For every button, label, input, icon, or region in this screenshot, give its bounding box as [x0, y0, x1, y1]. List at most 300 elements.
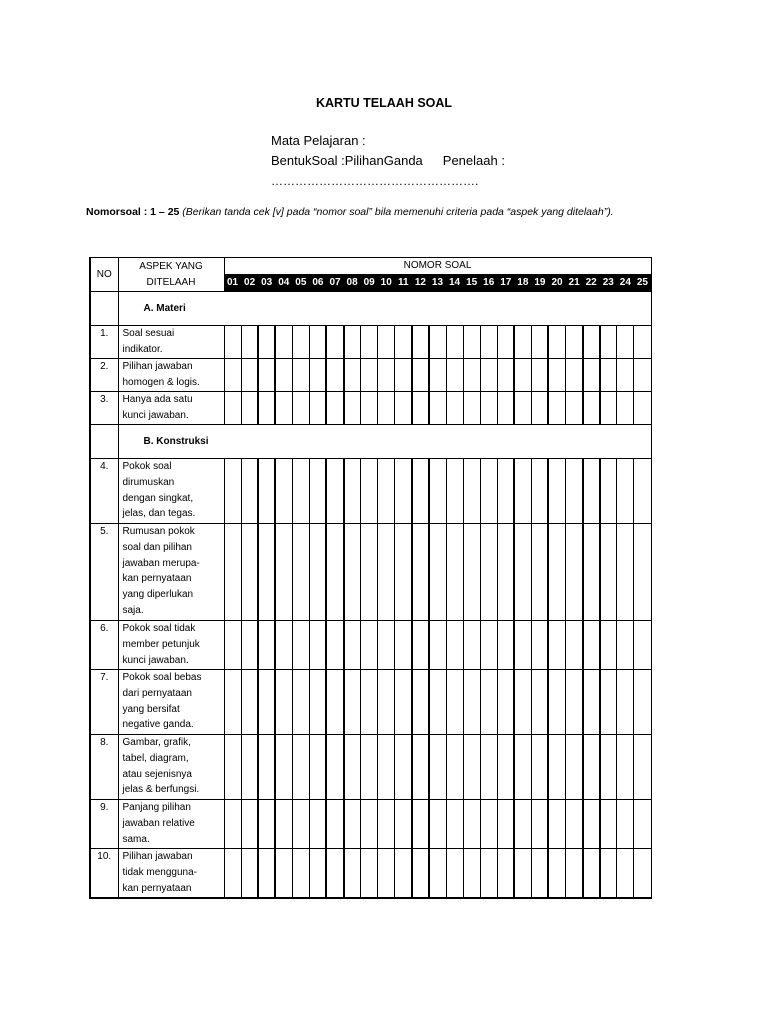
aspect-line: dirumuskan	[122, 476, 175, 488]
check-cell-7-07[interactable]	[326, 670, 343, 735]
check-cell-9-14[interactable]	[446, 800, 463, 849]
aspect-line: jawaban merupa-	[122, 557, 200, 569]
check-cell-7-09[interactable]	[361, 670, 378, 735]
aspect-line: yang diperlukan	[122, 589, 194, 601]
check-cell-7-13[interactable]	[429, 670, 446, 735]
check-cell-4-22[interactable]	[583, 459, 600, 524]
check-cell-1-20[interactable]	[548, 326, 565, 359]
question-number-08: 08	[344, 275, 361, 292]
check-cell-8-22[interactable]	[583, 735, 600, 800]
check-cell-2-09[interactable]	[361, 359, 378, 392]
check-cell-2-08[interactable]	[344, 359, 361, 392]
check-cell-7-18[interactable]	[514, 670, 531, 735]
check-cell-8-16[interactable]	[480, 735, 497, 800]
check-cell-3-20[interactable]	[548, 392, 565, 425]
check-cell-3-17[interactable]	[497, 392, 514, 425]
check-cell-1-15[interactable]	[463, 326, 480, 359]
check-cell-3-25[interactable]	[634, 392, 651, 425]
check-cell-4-20[interactable]	[548, 459, 565, 524]
aspect-line: tidak mengguna-	[122, 866, 197, 878]
check-cell-6-04[interactable]	[275, 621, 292, 670]
check-cell-10-12[interactable]	[412, 849, 429, 898]
check-cell-9-10[interactable]	[378, 800, 395, 849]
check-cell-3-12[interactable]	[412, 392, 429, 425]
check-cell-2-19[interactable]	[531, 359, 548, 392]
check-cell-7-03[interactable]	[258, 670, 275, 735]
check-cell-1-08[interactable]	[344, 326, 361, 359]
check-cell-7-15[interactable]	[463, 670, 480, 735]
row-number: 5.	[90, 524, 118, 621]
check-cell-9-18[interactable]	[514, 800, 531, 849]
section-materi: A. Materi	[118, 292, 651, 326]
check-cell-8-15[interactable]	[463, 735, 480, 800]
check-cell-6-02[interactable]	[241, 621, 258, 670]
reviewer-label: Penelaah :	[442, 153, 505, 168]
check-cell-4-13[interactable]	[429, 459, 446, 524]
check-cell-3-14[interactable]	[446, 392, 463, 425]
check-cell-6-11[interactable]	[395, 621, 412, 670]
check-cell-3-08[interactable]	[344, 392, 361, 425]
aspect-line: kan pernyataan	[122, 573, 192, 585]
check-cell-3-15[interactable]	[463, 392, 480, 425]
check-cell-8-23[interactable]	[600, 735, 617, 800]
check-cell-4-10[interactable]	[378, 459, 395, 524]
check-cell-3-11[interactable]	[395, 392, 412, 425]
col-header-aspek-line1: ASPEK YANG	[139, 260, 203, 272]
check-cell-8-18[interactable]	[514, 735, 531, 800]
check-cell-5-13[interactable]	[429, 524, 446, 621]
check-cell-3-10[interactable]	[378, 392, 395, 425]
check-cell-10-20[interactable]	[548, 849, 565, 898]
check-cell-5-11[interactable]	[395, 524, 412, 621]
check-cell-4-04[interactable]	[275, 459, 292, 524]
check-cell-3-22[interactable]	[583, 392, 600, 425]
check-cell-2-10[interactable]	[378, 359, 395, 392]
check-cell-4-16[interactable]	[480, 459, 497, 524]
check-cell-6-22[interactable]	[583, 621, 600, 670]
row-number: 1.	[90, 326, 118, 359]
aspect-text	[118, 459, 224, 524]
check-cell-6-03[interactable]	[258, 621, 275, 670]
check-cell-6-21[interactable]	[566, 621, 583, 670]
check-cell-5-08[interactable]	[344, 524, 361, 621]
check-cell-5-17[interactable]	[497, 524, 514, 621]
check-cell-4-03[interactable]	[258, 459, 275, 524]
check-cell-4-05[interactable]	[292, 459, 309, 524]
check-cell-3-04[interactable]	[275, 392, 292, 425]
check-cell-1-23[interactable]	[600, 326, 617, 359]
check-cell-4-08[interactable]	[344, 459, 361, 524]
check-cell-7-12[interactable]	[412, 670, 429, 735]
check-cell-10-19[interactable]	[531, 849, 548, 898]
check-cell-3-19[interactable]	[531, 392, 548, 425]
check-cell-1-03[interactable]	[258, 326, 275, 359]
check-cell-8-03[interactable]	[258, 735, 275, 800]
question-number-13: 13	[429, 275, 446, 292]
question-number-12: 12	[412, 275, 429, 292]
check-cell-5-10[interactable]	[378, 524, 395, 621]
check-cell-7-10[interactable]	[378, 670, 395, 735]
check-cell-5-18[interactable]	[514, 524, 531, 621]
check-cell-7-22[interactable]	[583, 670, 600, 735]
check-cell-10-16[interactable]	[480, 849, 497, 898]
check-cell-5-15[interactable]	[463, 524, 480, 621]
aspect-line: atau sejenisnya	[122, 768, 192, 780]
row-number: 7.	[90, 670, 118, 735]
check-cell-2-18[interactable]	[514, 359, 531, 392]
aspect-line: kunci jawaban.	[122, 654, 189, 666]
check-cell-6-18[interactable]	[514, 621, 531, 670]
check-cell-4-19[interactable]	[531, 459, 548, 524]
check-cell-6-06[interactable]	[309, 621, 326, 670]
check-cell-10-08[interactable]	[344, 849, 361, 898]
check-cell-9-09[interactable]	[361, 800, 378, 849]
check-cell-6-15[interactable]	[463, 621, 480, 670]
check-cell-4-18[interactable]	[514, 459, 531, 524]
aspect-line: yang bersifat	[122, 703, 180, 715]
check-cell-1-04[interactable]	[275, 326, 292, 359]
check-cell-7-21[interactable]	[566, 670, 583, 735]
check-cell-10-21[interactable]	[566, 849, 583, 898]
check-cell-8-21[interactable]	[566, 735, 583, 800]
aspect-line: dengan singkat,	[122, 492, 194, 504]
col-header-aspek	[118, 258, 224, 292]
check-cell-5-21[interactable]	[566, 524, 583, 621]
check-cell-1-18[interactable]	[514, 326, 531, 359]
check-cell-6-16[interactable]	[480, 621, 497, 670]
check-cell-9-23[interactable]	[600, 800, 617, 849]
check-cell-9-16[interactable]	[480, 800, 497, 849]
check-cell-8-14[interactable]	[446, 735, 463, 800]
check-cell-1-25[interactable]	[634, 326, 651, 359]
check-cell-9-20[interactable]	[548, 800, 565, 849]
check-cell-9-08[interactable]	[344, 800, 361, 849]
check-cell-3-09[interactable]	[361, 392, 378, 425]
check-cell-6-19[interactable]	[531, 621, 548, 670]
check-cell-2-03[interactable]	[258, 359, 275, 392]
check-cell-5-19[interactable]	[531, 524, 548, 621]
aspect-text	[118, 524, 224, 621]
check-cell-1-21[interactable]	[566, 326, 583, 359]
check-cell-4-25[interactable]	[634, 459, 651, 524]
check-cell-3-01[interactable]	[224, 392, 241, 425]
check-cell-7-24[interactable]	[617, 670, 634, 735]
section-konstruksi: B. Konstruksi	[118, 425, 651, 459]
check-cell-10-24[interactable]	[617, 849, 634, 898]
check-cell-6-01[interactable]	[224, 621, 241, 670]
check-cell-5-01[interactable]	[224, 524, 241, 621]
check-cell-9-02[interactable]	[241, 800, 258, 849]
check-cell-3-13[interactable]	[429, 392, 446, 425]
check-cell-7-06[interactable]	[309, 670, 326, 735]
check-cell-10-11[interactable]	[395, 849, 412, 898]
check-cell-7-16[interactable]	[480, 670, 497, 735]
check-cell-8-24[interactable]	[617, 735, 634, 800]
row-number: 2.	[90, 359, 118, 392]
check-cell-1-02[interactable]	[241, 326, 258, 359]
check-cell-2-02[interactable]	[241, 359, 258, 392]
check-cell-5-24[interactable]	[617, 524, 634, 621]
check-cell-1-14[interactable]	[446, 326, 463, 359]
col-header-no: NO	[90, 258, 118, 292]
check-cell-9-13[interactable]	[429, 800, 446, 849]
check-cell-4-11[interactable]	[395, 459, 412, 524]
check-cell-1-11[interactable]	[395, 326, 412, 359]
row-number: 6.	[90, 621, 118, 670]
instruction	[86, 206, 614, 218]
check-cell-5-02[interactable]	[241, 524, 258, 621]
check-cell-4-09[interactable]	[361, 459, 378, 524]
check-cell-4-23[interactable]	[600, 459, 617, 524]
check-cell-10-04[interactable]	[275, 849, 292, 898]
check-cell-9-04[interactable]	[275, 800, 292, 849]
aspect-line: jelas & berfungsi.	[122, 784, 200, 796]
check-cell-2-25[interactable]	[634, 359, 651, 392]
check-cell-2-14[interactable]	[446, 359, 463, 392]
check-cell-6-13[interactable]	[429, 621, 446, 670]
check-cell-10-15[interactable]	[463, 849, 480, 898]
check-cell-3-03[interactable]	[258, 392, 275, 425]
aspect-line: jawaban relative	[122, 817, 195, 829]
check-cell-5-22[interactable]	[583, 524, 600, 621]
check-cell-5-05[interactable]	[292, 524, 309, 621]
check-cell-5-04[interactable]	[275, 524, 292, 621]
check-cell-8-06[interactable]	[309, 735, 326, 800]
check-cell-1-12[interactable]	[412, 326, 429, 359]
question-number-21: 21	[566, 275, 583, 292]
check-cell-10-18[interactable]	[514, 849, 531, 898]
check-cell-2-23[interactable]	[600, 359, 617, 392]
check-cell-10-13[interactable]	[429, 849, 446, 898]
check-cell-10-05[interactable]	[292, 849, 309, 898]
check-cell-1-09[interactable]	[361, 326, 378, 359]
check-cell-5-25[interactable]	[634, 524, 651, 621]
aspect-text	[118, 735, 224, 800]
check-cell-9-01[interactable]	[224, 800, 241, 849]
check-cell-1-22[interactable]	[583, 326, 600, 359]
check-cell-9-03[interactable]	[258, 800, 275, 849]
check-cell-8-01[interactable]	[224, 735, 241, 800]
check-cell-6-24[interactable]	[617, 621, 634, 670]
check-cell-9-07[interactable]	[326, 800, 343, 849]
check-cell-9-12[interactable]	[412, 800, 429, 849]
instruction-bold: Nomorsoal : 1 – 25	[86, 206, 180, 218]
check-cell-8-25[interactable]	[634, 735, 651, 800]
check-cell-10-17[interactable]	[497, 849, 514, 898]
check-cell-6-23[interactable]	[600, 621, 617, 670]
check-cell-7-02[interactable]	[241, 670, 258, 735]
check-cell-6-10[interactable]	[378, 621, 395, 670]
check-cell-2-07[interactable]	[326, 359, 343, 392]
check-cell-8-05[interactable]	[292, 735, 309, 800]
check-cell-4-06[interactable]	[309, 459, 326, 524]
check-cell-3-02[interactable]	[241, 392, 258, 425]
check-cell-7-25[interactable]	[634, 670, 651, 735]
check-cell-8-11[interactable]	[395, 735, 412, 800]
check-cell-4-15[interactable]	[463, 459, 480, 524]
check-cell-1-13[interactable]	[429, 326, 446, 359]
check-cell-10-10[interactable]	[378, 849, 395, 898]
check-cell-7-14[interactable]	[446, 670, 463, 735]
check-cell-1-05[interactable]	[292, 326, 309, 359]
check-cell-9-15[interactable]	[463, 800, 480, 849]
review-table	[89, 257, 652, 899]
check-cell-2-17[interactable]	[497, 359, 514, 392]
check-cell-7-01[interactable]	[224, 670, 241, 735]
check-cell-8-20[interactable]	[548, 735, 565, 800]
check-cell-9-24[interactable]	[617, 800, 634, 849]
check-cell-1-19[interactable]	[531, 326, 548, 359]
check-cell-10-25[interactable]	[634, 849, 651, 898]
check-cell-3-07[interactable]	[326, 392, 343, 425]
check-cell-3-24[interactable]	[617, 392, 634, 425]
check-cell-9-25[interactable]	[634, 800, 651, 849]
col-header-nomor-soal: NOMOR SOAL	[224, 258, 651, 275]
check-cell-3-23[interactable]	[600, 392, 617, 425]
check-cell-6-08[interactable]	[344, 621, 361, 670]
check-cell-6-25[interactable]	[634, 621, 651, 670]
check-cell-7-23[interactable]	[600, 670, 617, 735]
check-cell-4-07[interactable]	[326, 459, 343, 524]
check-cell-5-14[interactable]	[446, 524, 463, 621]
check-cell-3-18[interactable]	[514, 392, 531, 425]
check-cell-6-20[interactable]	[548, 621, 565, 670]
check-cell-1-06[interactable]	[309, 326, 326, 359]
check-cell-8-13[interactable]	[429, 735, 446, 800]
check-cell-10-23[interactable]	[600, 849, 617, 898]
page-title: KARTU TELAAH SOAL	[315, 96, 453, 110]
check-cell-5-23[interactable]	[600, 524, 617, 621]
check-cell-7-08[interactable]	[344, 670, 361, 735]
check-cell-1-24[interactable]	[617, 326, 634, 359]
check-cell-6-09[interactable]	[361, 621, 378, 670]
check-cell-9-22[interactable]	[583, 800, 600, 849]
row-number: 10.	[90, 849, 118, 898]
check-cell-6-14[interactable]	[446, 621, 463, 670]
check-cell-8-19[interactable]	[531, 735, 548, 800]
check-cell-6-05[interactable]	[292, 621, 309, 670]
check-cell-8-02[interactable]	[241, 735, 258, 800]
check-cell-9-21[interactable]	[566, 800, 583, 849]
check-cell-10-07[interactable]	[326, 849, 343, 898]
check-cell-10-03[interactable]	[258, 849, 275, 898]
check-cell-2-13[interactable]	[429, 359, 446, 392]
check-cell-6-17[interactable]	[497, 621, 514, 670]
question-number-11: 11	[395, 275, 412, 292]
check-cell-1-16[interactable]	[480, 326, 497, 359]
check-cell-7-19[interactable]	[531, 670, 548, 735]
check-cell-2-16[interactable]	[480, 359, 497, 392]
check-cell-10-09[interactable]	[361, 849, 378, 898]
dotted-line: …………………………………………….	[271, 174, 479, 188]
check-cell-10-14[interactable]	[446, 849, 463, 898]
check-cell-4-12[interactable]	[412, 459, 429, 524]
check-cell-5-16[interactable]	[480, 524, 497, 621]
question-number-06: 06	[309, 275, 326, 292]
check-cell-7-11[interactable]	[395, 670, 412, 735]
check-cell-3-21[interactable]	[566, 392, 583, 425]
check-cell-2-04[interactable]	[275, 359, 292, 392]
check-cell-6-12[interactable]	[412, 621, 429, 670]
check-cell-5-20[interactable]	[548, 524, 565, 621]
check-cell-5-07[interactable]	[326, 524, 343, 621]
check-cell-2-15[interactable]	[463, 359, 480, 392]
check-cell-1-01[interactable]	[224, 326, 241, 359]
question-number-03: 03	[258, 275, 275, 292]
check-cell-4-01[interactable]	[224, 459, 241, 524]
question-number-15: 15	[463, 275, 480, 292]
check-cell-7-17[interactable]	[497, 670, 514, 735]
aspect-text	[118, 849, 224, 898]
row-number: 3.	[90, 392, 118, 425]
check-cell-8-08[interactable]	[344, 735, 361, 800]
check-cell-8-07[interactable]	[326, 735, 343, 800]
check-cell-5-12[interactable]	[412, 524, 429, 621]
check-cell-2-21[interactable]	[566, 359, 583, 392]
check-cell-4-21[interactable]	[566, 459, 583, 524]
aspect-line: jelas, dan tegas.	[122, 508, 196, 520]
check-cell-4-02[interactable]	[241, 459, 258, 524]
check-cell-5-09[interactable]	[361, 524, 378, 621]
check-cell-2-06[interactable]	[309, 359, 326, 392]
check-cell-2-01[interactable]	[224, 359, 241, 392]
check-cell-3-05[interactable]	[292, 392, 309, 425]
question-number-02: 02	[241, 275, 258, 292]
aspect-text	[118, 392, 224, 425]
check-cell-8-04[interactable]	[275, 735, 292, 800]
check-cell-1-10[interactable]	[378, 326, 395, 359]
check-cell-2-24[interactable]	[617, 359, 634, 392]
check-cell-10-02[interactable]	[241, 849, 258, 898]
check-cell-1-17[interactable]	[497, 326, 514, 359]
check-cell-2-11[interactable]	[395, 359, 412, 392]
check-cell-2-20[interactable]	[548, 359, 565, 392]
check-cell-5-06[interactable]	[309, 524, 326, 621]
question-number-19: 19	[531, 275, 548, 292]
check-cell-7-05[interactable]	[292, 670, 309, 735]
check-cell-4-17[interactable]	[497, 459, 514, 524]
check-cell-8-17[interactable]	[497, 735, 514, 800]
check-cell-2-12[interactable]	[412, 359, 429, 392]
check-cell-10-01[interactable]	[224, 849, 241, 898]
check-cell-3-06[interactable]	[309, 392, 326, 425]
check-cell-9-06[interactable]	[309, 800, 326, 849]
check-cell-2-22[interactable]	[583, 359, 600, 392]
check-cell-7-20[interactable]	[548, 670, 565, 735]
question-number-25: 25	[634, 275, 651, 292]
check-cell-8-10[interactable]	[378, 735, 395, 800]
check-cell-9-11[interactable]	[395, 800, 412, 849]
check-cell-1-07[interactable]	[326, 326, 343, 359]
check-cell-4-24[interactable]	[617, 459, 634, 524]
check-cell-10-22[interactable]	[583, 849, 600, 898]
check-cell-3-16[interactable]	[480, 392, 497, 425]
check-cell-9-17[interactable]	[497, 800, 514, 849]
check-cell-8-12[interactable]	[412, 735, 429, 800]
check-cell-9-19[interactable]	[531, 800, 548, 849]
check-cell-2-05[interactable]	[292, 359, 309, 392]
check-cell-8-09[interactable]	[361, 735, 378, 800]
section-no-konstruksi	[90, 425, 118, 459]
check-cell-7-04[interactable]	[275, 670, 292, 735]
aspect-line: kunci jawaban.	[122, 409, 189, 421]
check-cell-9-05[interactable]	[292, 800, 309, 849]
check-cell-6-07[interactable]	[326, 621, 343, 670]
check-cell-4-14[interactable]	[446, 459, 463, 524]
aspect-line: Gambar, grafik,	[122, 737, 191, 748]
check-cell-10-06[interactable]	[309, 849, 326, 898]
check-cell-5-03[interactable]	[258, 524, 275, 621]
